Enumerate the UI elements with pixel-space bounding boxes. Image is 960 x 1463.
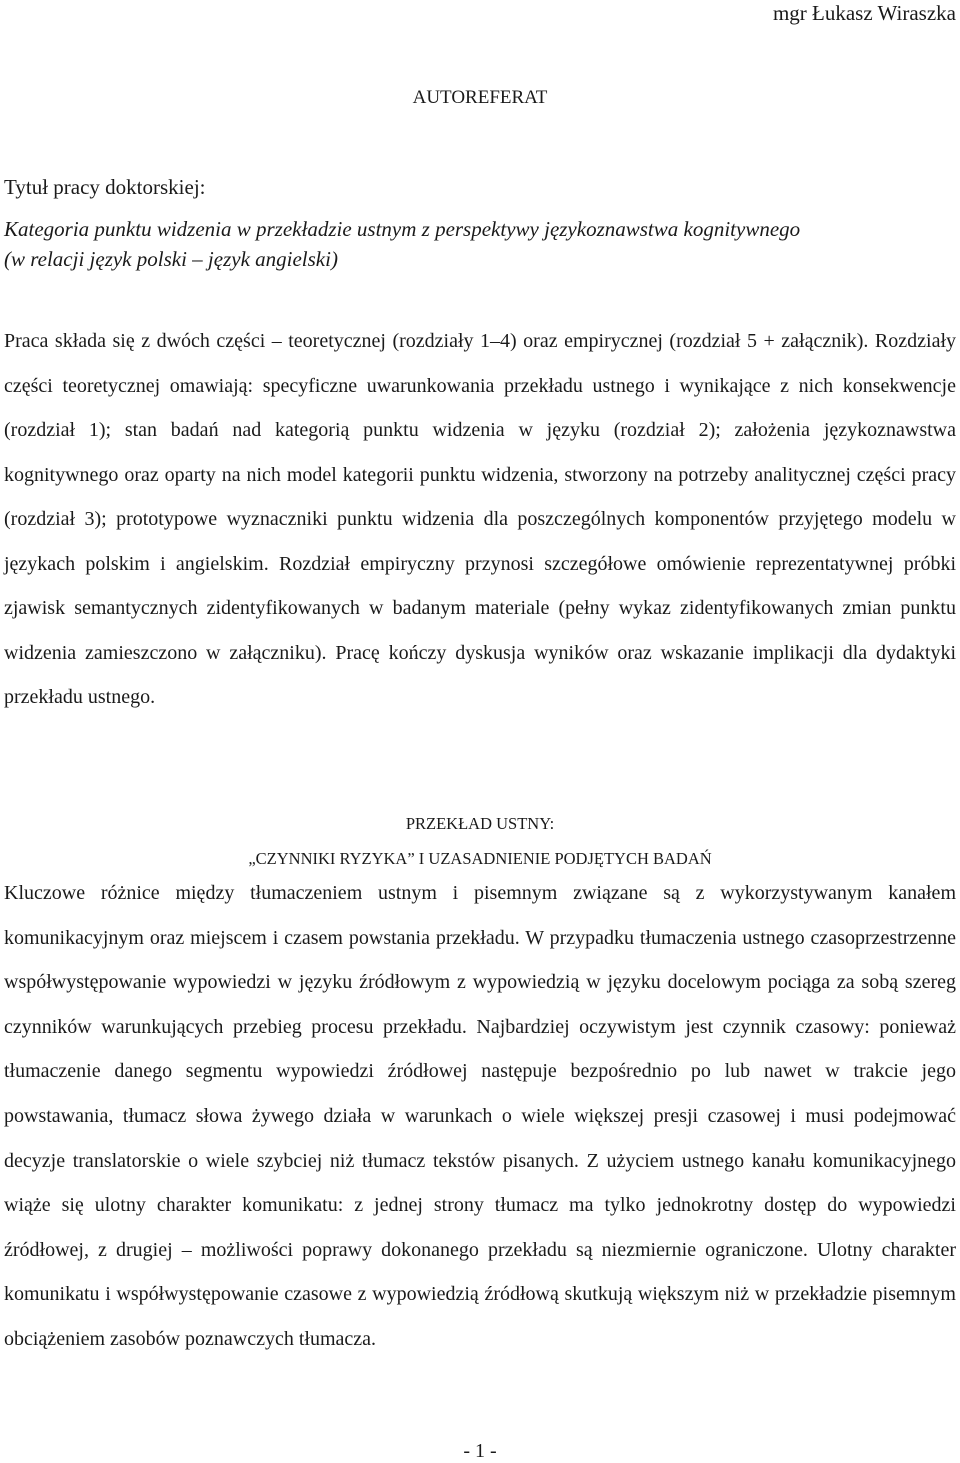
page-number: - 1 - — [463, 1440, 497, 1462]
interpreting-paragraph: Kluczowe różnice między tłumaczeniem ustnym i pisemnym związane są z wykorzystywanym kanałem komunikacyjnym oraz miejscem i czasem powstania przekładu. W przypadku tłumaczenia ustnego czasoprzestrzenne współwystępowanie wypowiedzi w języku źródłowym z wypowiedzią w języku docelowym pociąga za sobą szereg czynników warunkujących przebieg procesu przekładu. Najbardziej oczywistym jest czynnik czasowy: ponieważ tłumaczenie danego segmentu wypowiedzi źródłowej następuje bezpośrednio po lub nawet w trakcie jego powstawania, tłumacz słowa żywego działa w warunkach o wiele większej presji czasowej i musi podejmować decyzje translatorskie o wiele szybciej niż tłumacz tekstów pisanych. Z użyciem ustnego kanału komunikacyjnego wiąże się ulotny charakter komunikatu: z jednej strony tłumacz ma tylko jednokrotny dostęp do wypowiedzi źródłowej, z drugiej – możliwości poprawy dokonanego przekładu są niezmiernie ograniczone. Ulotny charakter komunikatu i współwystępowanie czasowe z wypowiedzią źródłową skutkują większym niż w przekładzie pisemnym obciążeniem zasobów poznawczych tłumacza. — [4, 882, 956, 1350]
thesis-title-line-1: Kategoria punktu widzenia w przekładzie ustnym z perspektywy językoznawstwa kognitywnego — [4, 217, 801, 241]
structure-paragraph: Praca składa się z dwóch części – teoretycznej (rozdziały 1–4) oraz empirycznej (rozdział 5 + załącznik). Rozdziały części teoretycznej omawiają: specyficzne uwarunkowania przekładu ustnego i wynikające z nich konsekwencje (rozdział 1); stan badań nad kategorią punktu widzenia w języku (rozdział 2); założenia językoznawstwa kognitywnego oraz oparty na nich model kategorii punktu widzenia, stworzony na potrzeby analitycznej części pracy (rozdział 3); prototypowe wyznaczniki punktu widzenia dla poszczególnych komponentów przyjętego modelu w językach polskim i angielskim. Rozdział empiryczny przynosi szczegółowe omówienie reprezentatywnej próbki zjawisk semantycznych zidentyfikowanych w badanym materiale (pełny wykaz zidentyfikowanych zmian punktu widzenia zamieszczono w załączniku). Pracę kończy dyskusja wyników oraz wskazanie implikacji dla dydaktyki przekładu ustnego. — [4, 330, 956, 708]
section-heading: PRZEKŁAD USTNY: — [405, 814, 555, 833]
thesis-label: Tytuł pracy doktorskiej: — [4, 175, 206, 199]
document-title: AUTOREFERAT — [412, 87, 548, 108]
thesis-title — [4, 214, 956, 274]
section-subheading: „CZYNNIKI RYZYKA” I UZASADNIENIE PODJĘTYCH BADAŃ — [248, 849, 712, 868]
thesis-title-line-2: (w relacji język polski – język angielski) — [4, 247, 338, 271]
author-name: mgr Łukasz Wiraszka — [772, 1, 956, 25]
